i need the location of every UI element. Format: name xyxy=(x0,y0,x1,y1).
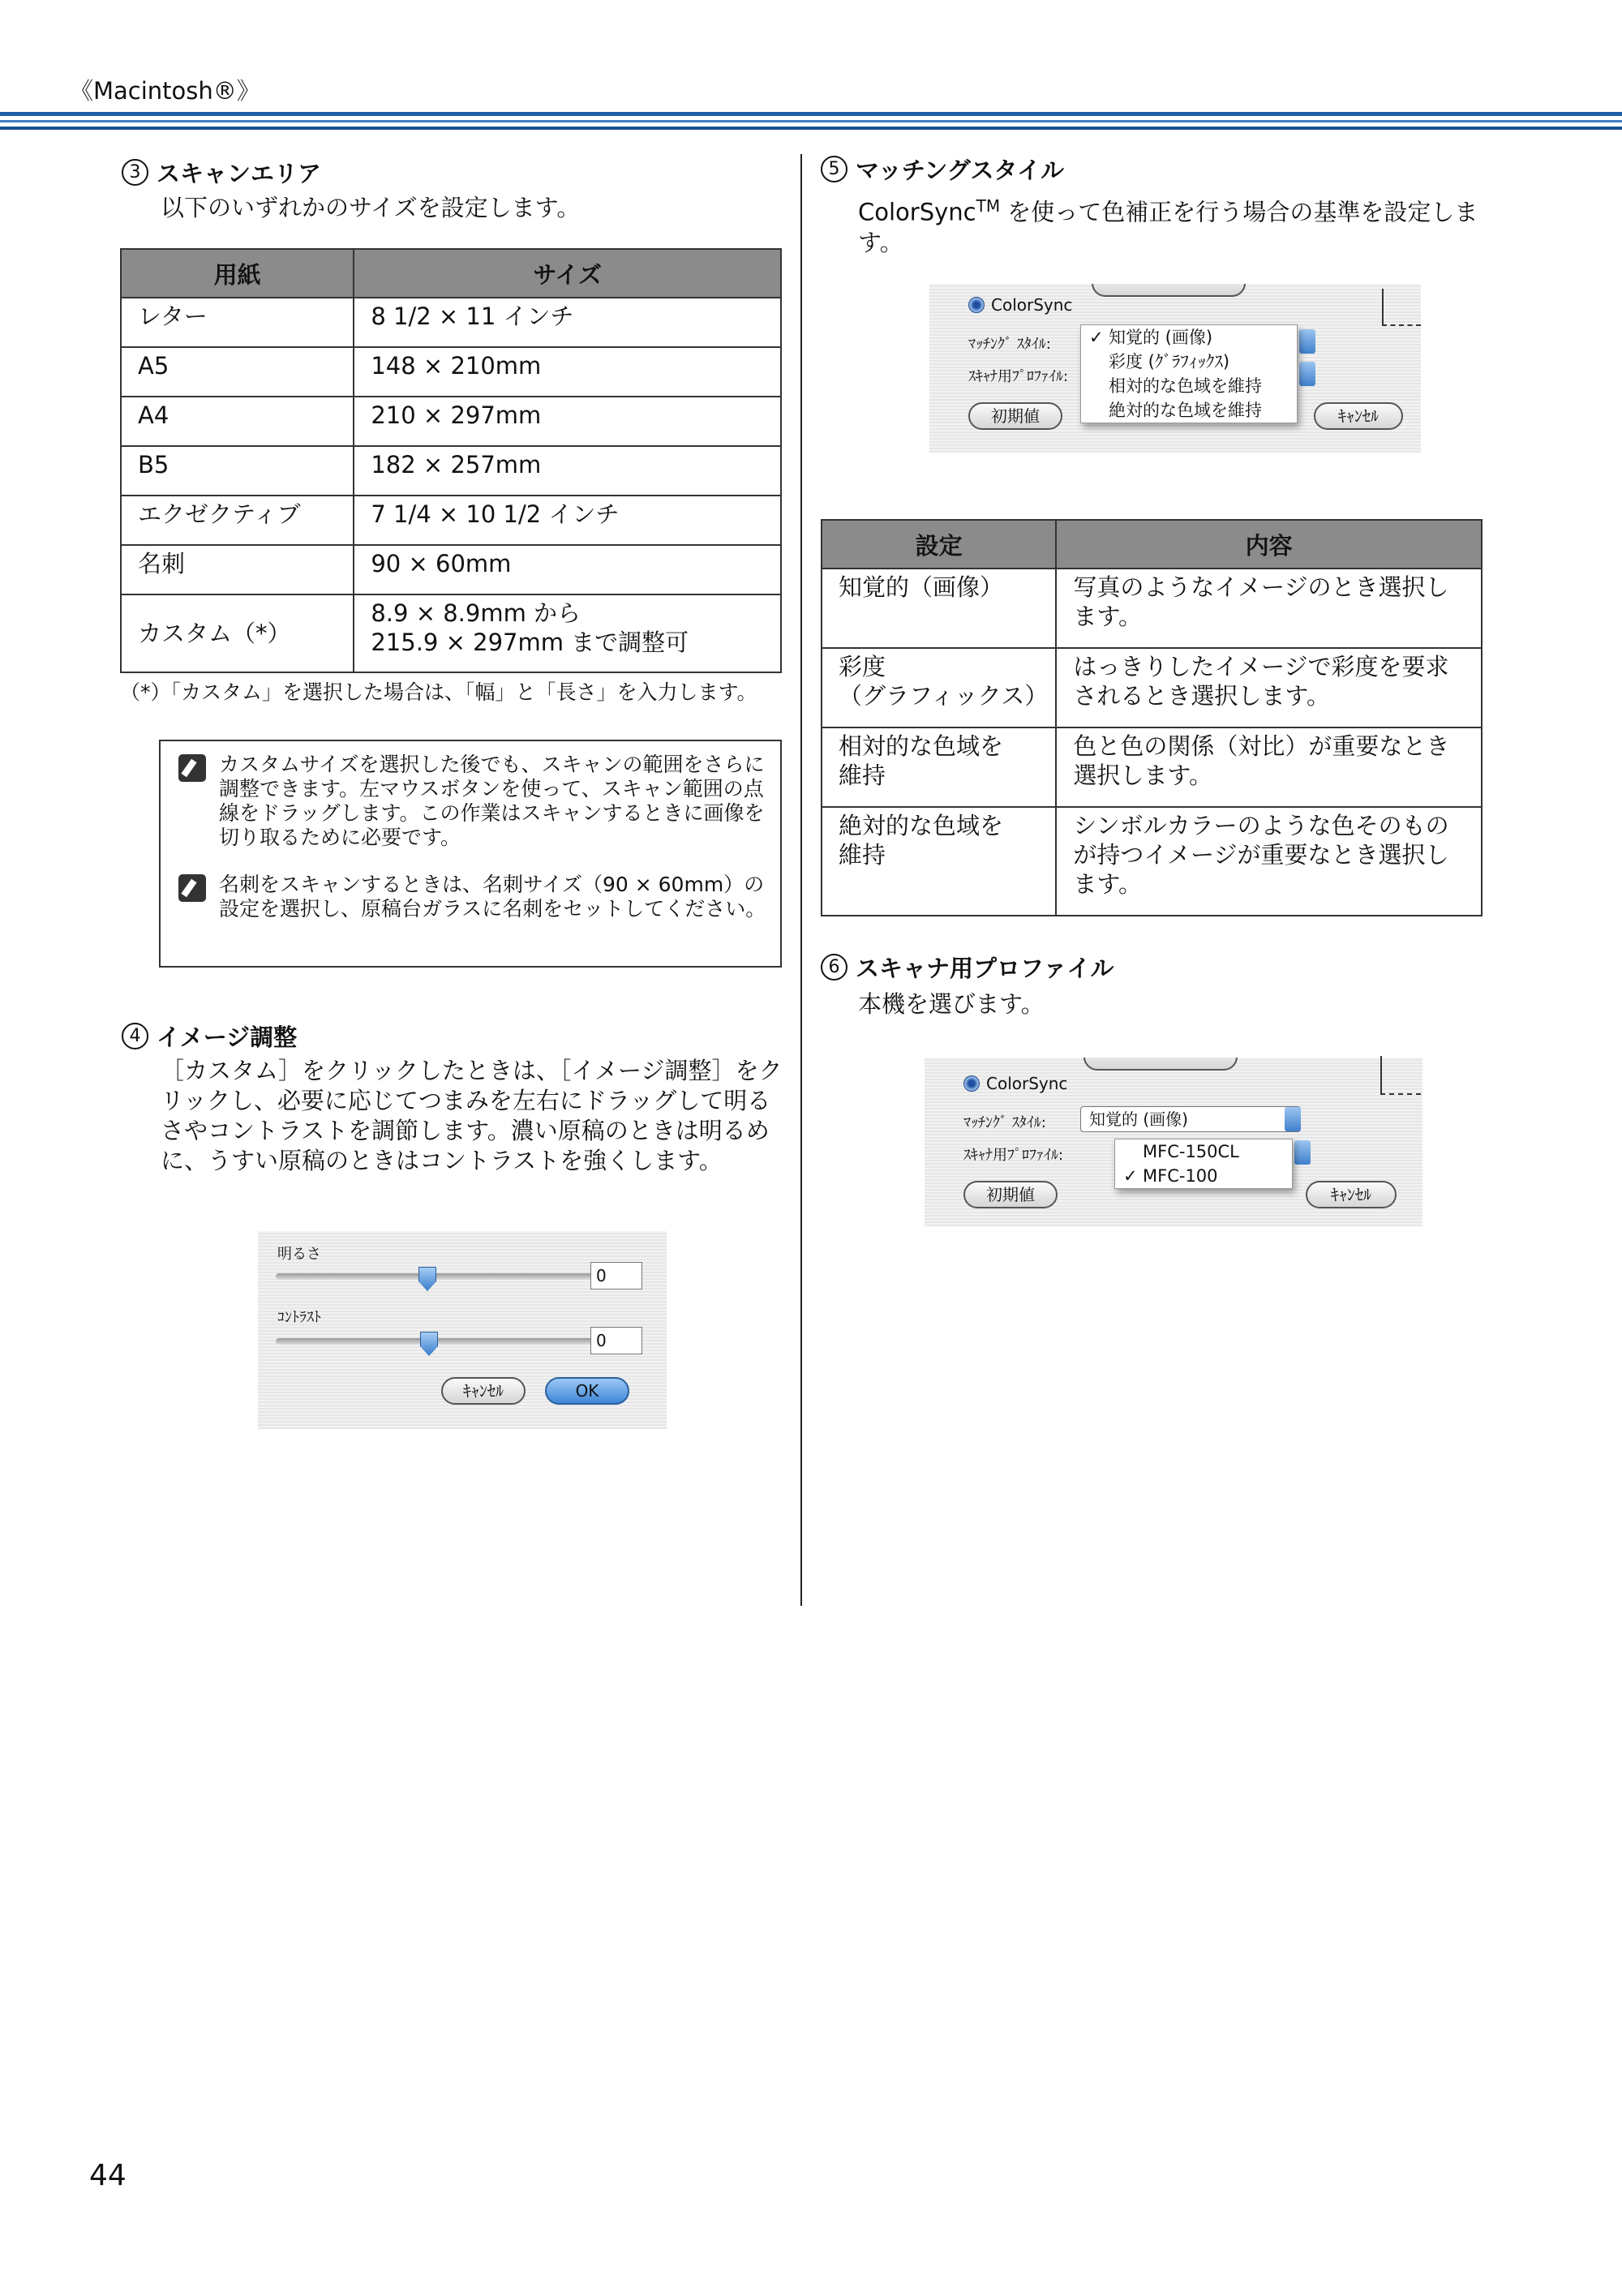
pencil-icon xyxy=(178,874,206,902)
table-cell: 8.9 × 8.9mm から 215.9 × 297mm まで調整可 xyxy=(354,594,781,672)
contrast-value-field[interactable]: 0 xyxy=(590,1327,642,1354)
matching-style-label: ﾏｯﾁﾝｸﾞ ｽﾀｲﾙ: xyxy=(968,336,1051,353)
scanner-profile-popup-arrows[interactable] xyxy=(1299,362,1315,386)
table-cell: はっきりしたイメージで彩度を要求されるとき選択します。 xyxy=(1056,648,1482,727)
scanner-profile-popup-arrows[interactable] xyxy=(1294,1140,1311,1165)
trademark-sup: TM xyxy=(976,196,1001,216)
table-cell: B5 xyxy=(121,446,354,496)
table-cell: カスタム（*） xyxy=(121,594,354,672)
table-cell: 写真のようなイメージのとき選択します。 xyxy=(1056,569,1482,648)
table-cell: 182 × 257mm xyxy=(354,446,781,496)
ok-button[interactable]: OK xyxy=(545,1377,629,1405)
scanner-profile-dialog xyxy=(925,1058,1422,1226)
scan-area-corner-mark xyxy=(1382,289,1421,326)
section-3-intro: 以下のいずれかのサイズを設定します。 xyxy=(161,194,581,221)
image-adjust-button[interactable] xyxy=(1083,1058,1238,1071)
section-number: 4 xyxy=(122,1023,148,1049)
table-cell: 色と色の関係（対比）が重要なとき選択します。 xyxy=(1056,727,1482,807)
scanner-profile-label: ｽｷｬﾅ用ﾌﾟﾛﾌｧｲﾙ: xyxy=(963,1147,1064,1164)
section-6-heading xyxy=(821,951,1114,984)
note-box xyxy=(159,740,782,968)
contrast-slider-thumb[interactable] xyxy=(420,1332,438,1356)
section-3-heading xyxy=(122,156,321,189)
table-header: 設定 xyxy=(822,520,1056,569)
table-cell: A4 xyxy=(121,397,354,446)
colorsync-radio[interactable] xyxy=(968,297,985,313)
matching-style-popup-arrows[interactable] xyxy=(1299,329,1315,354)
table-row xyxy=(121,496,781,545)
matching-style-popup[interactable]: 知覚的 (画像) xyxy=(1080,1106,1301,1132)
table-cell: 148 × 210mm xyxy=(354,347,781,397)
menu-item[interactable]: MFC-150CL xyxy=(1143,1142,1239,1161)
table-header: 用紙 xyxy=(121,249,354,298)
table-cell: 8 1/2 × 11 インチ xyxy=(354,298,781,347)
menu-item[interactable]: 彩度 (ｸﾞﾗﾌｨｯｸｽ) xyxy=(1109,352,1230,371)
default-button[interactable]: 初期値 xyxy=(963,1181,1058,1208)
pencil-icon xyxy=(178,754,206,782)
matching-style-table xyxy=(821,519,1483,916)
image-adjust-button[interactable] xyxy=(1092,284,1246,297)
section-4-heading xyxy=(122,1019,297,1053)
table-row xyxy=(822,807,1482,916)
cancel-button[interactable]: ｷｬﾝｾﾙ xyxy=(1314,402,1403,430)
page-number: 44 xyxy=(89,2159,127,2192)
menu-item[interactable]: ✓ 知覚的 (画像) xyxy=(1081,325,1297,350)
table-header: 内容 xyxy=(1056,520,1482,569)
colorsync-label: ColorSync xyxy=(986,1074,1068,1093)
cancel-button[interactable]: ｷｬﾝｾﾙ xyxy=(441,1377,526,1405)
matching-style-dialog xyxy=(929,284,1421,453)
scanner-profile-label: ｽｷｬﾅ用ﾌﾟﾛﾌｧｲﾙ: xyxy=(968,368,1069,385)
table-footnote: （*）「カスタム」を選択した場合は、「幅」と「長さ」を入力します。 xyxy=(120,680,757,704)
table-cell: 210 × 297mm xyxy=(354,397,781,446)
brightness-slider-thumb[interactable] xyxy=(418,1267,436,1291)
default-button[interactable]: 初期値 xyxy=(968,402,1062,430)
menu-item[interactable]: 相対的な色域を維持 xyxy=(1109,376,1262,396)
header-rule xyxy=(0,120,1622,122)
note-item xyxy=(178,753,770,850)
table-header-row xyxy=(822,520,1482,569)
table-row xyxy=(121,594,781,672)
section-4-body: ［カスタム］をクリックしたときは、［イメージ調整］をクリックし、必要に応じてつまみを左右にドラッグして明るさやコントラストを調節します。濃い原稿のときは明るめに、うすい原稿のときはコントラストを強くします。 xyxy=(161,1057,783,1174)
table-header: サイズ xyxy=(354,249,781,298)
section-6-body: 本機を選びます。 xyxy=(858,990,1045,1018)
section-5-body xyxy=(858,191,1491,258)
column-divider xyxy=(800,154,802,1606)
table-row xyxy=(121,298,781,347)
matching-style-label: ﾏｯﾁﾝｸﾞ ｽﾀｲﾙ: xyxy=(963,1114,1046,1131)
section-number: 6 xyxy=(821,954,847,981)
table-cell: エクゼクティブ xyxy=(121,496,354,545)
colorsync-text: ColorSync xyxy=(858,198,976,226)
section-number: 3 xyxy=(122,159,148,186)
brightness-label: 明るさ xyxy=(277,1246,321,1263)
table-cell: 絶対的な色域を 維持 xyxy=(822,807,1056,916)
table-row xyxy=(822,727,1482,807)
section-title: イメージ調整 xyxy=(157,1024,298,1051)
table-cell: A5 xyxy=(121,347,354,397)
table-row xyxy=(822,648,1482,727)
table-cell: シンボルカラーのような色そのものが持つイメージが重要なとき選択します。 xyxy=(1056,807,1482,916)
section-5-body-text: を使って色補正を行う場合の基準を設定します。 xyxy=(858,198,1478,256)
table-header-row xyxy=(121,249,781,298)
table-cell: レター xyxy=(121,298,354,347)
section-number: 5 xyxy=(821,156,847,182)
section-title: スキャンエリア xyxy=(157,160,322,187)
image-adjust-dialog xyxy=(258,1231,667,1429)
paper-size-table xyxy=(120,248,782,673)
menu-item[interactable]: 絶対的な色域を維持 xyxy=(1109,401,1262,420)
table-cell: 90 × 60mm xyxy=(354,545,781,594)
contrast-label: ｺﾝﾄﾗｽﾄ xyxy=(277,1309,321,1326)
table-cell: 名刺 xyxy=(121,545,354,594)
table-row xyxy=(121,347,781,397)
table-row xyxy=(822,569,1482,648)
table-cell: 7 1/4 × 10 1/2 インチ xyxy=(354,496,781,545)
table-row xyxy=(121,446,781,496)
scan-area-corner-mark xyxy=(1380,1056,1421,1095)
cancel-button[interactable]: ｷｬﾝｾﾙ xyxy=(1306,1181,1397,1208)
header-rule xyxy=(0,127,1622,130)
section-title: マッチングスタイル xyxy=(856,157,1064,184)
header-rule xyxy=(0,112,1622,116)
table-cell: 相対的な色域を 維持 xyxy=(822,727,1056,807)
table-row xyxy=(121,545,781,594)
note-text: 名刺をスキャンするときは、名刺サイズ（90 × 60mm）の設定を選択し、原稿台ガラスに名刺をセットしてください。 xyxy=(219,873,766,921)
section-title: スキャナ用プロファイル xyxy=(856,955,1114,982)
matching-style-popup-arrows[interactable] xyxy=(1285,1107,1301,1131)
menu-item[interactable]: ✓ MFC-100 xyxy=(1115,1164,1292,1188)
colorsync-label: ColorSync xyxy=(991,295,1073,315)
note-item xyxy=(178,873,770,921)
section-header: 《Macintosh®》 xyxy=(70,77,260,105)
table-cell: 彩度 （グラフィックス） xyxy=(822,648,1056,727)
colorsync-radio[interactable] xyxy=(963,1075,980,1092)
brightness-value-field[interactable]: 0 xyxy=(590,1262,642,1290)
table-row xyxy=(121,397,781,446)
section-5-heading xyxy=(821,152,1064,186)
scanner-profile-menu xyxy=(1114,1139,1293,1189)
brightness-slider[interactable] xyxy=(276,1273,600,1280)
note-text: カスタムサイズを選択した後でも、スキャンの範囲をさらに調整できます。左マウスボタンを使って、スキャン範囲の点線をドラッグします。この作業はスキャンするときに画像を切り取るために必要です。 xyxy=(219,753,765,849)
table-cell: 知覚的（画像） xyxy=(822,569,1056,648)
contrast-slider[interactable] xyxy=(276,1338,600,1345)
matching-style-menu xyxy=(1080,324,1298,423)
